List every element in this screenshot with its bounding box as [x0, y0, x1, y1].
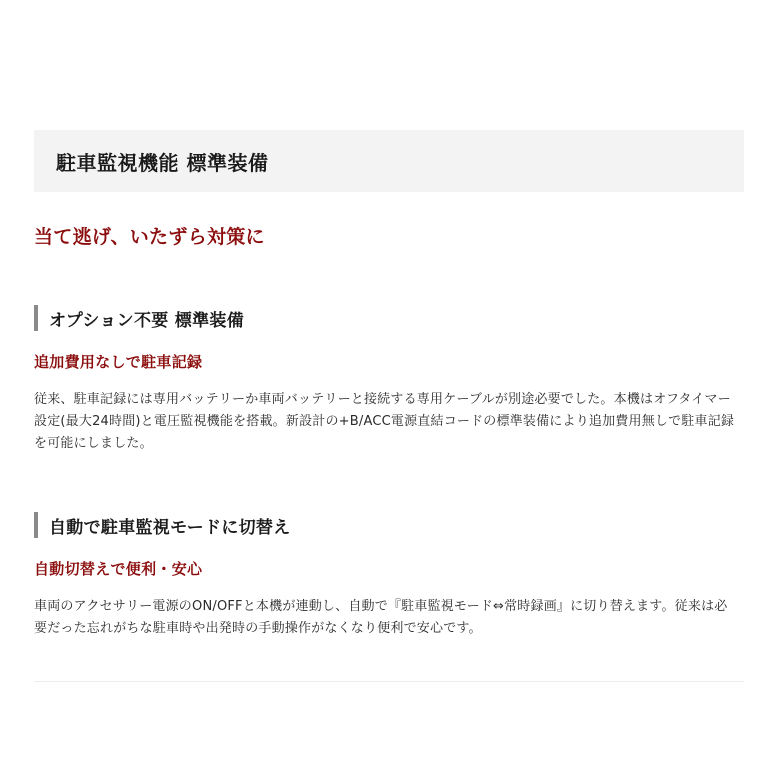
- bottom-divider: [34, 681, 744, 682]
- page-header: [34, 130, 744, 192]
- heading-accent-bar: [34, 512, 38, 538]
- page-title: 駐車監視機能 標準装備: [56, 150, 269, 175]
- heading-accent-bar: [34, 305, 38, 331]
- section-heading: [34, 512, 740, 538]
- section-body: 車両のアクセサリー電源のON/OFFと本機が連動し、自動で『駐車監視モード⇔常時録画』に切り替えます。従来は必要だった忘れがちな駐車時や出発時の手動操作がなくなり便利で安心です。: [34, 599, 728, 636]
- section-subheading: 追加費用なしで駐車記録: [34, 353, 203, 371]
- section-heading: [34, 305, 740, 331]
- tagline: 当て逃げ、いたずら対策に: [34, 226, 265, 248]
- section-heading-text: オプション不要 標準装備: [49, 310, 244, 331]
- section-subheading: 自動切替えで便利・安心: [34, 560, 203, 578]
- section-heading-text: 自動で駐車監視モードに切替え: [49, 517, 291, 538]
- section-body: 従来、駐車記録には専用バッテリーか車両バッテリーと接続する専用ケーブルが別途必要でした。本機はオフタイマー設定(最大24時間)と電圧監視機能を搭載。新設計の+B/ACC電源直結コードの標準装備により追加費用無しで駐車記録を可能にしました。: [34, 392, 735, 451]
- section-auto-switch: [34, 512, 740, 640]
- section-optional-free: [34, 305, 740, 455]
